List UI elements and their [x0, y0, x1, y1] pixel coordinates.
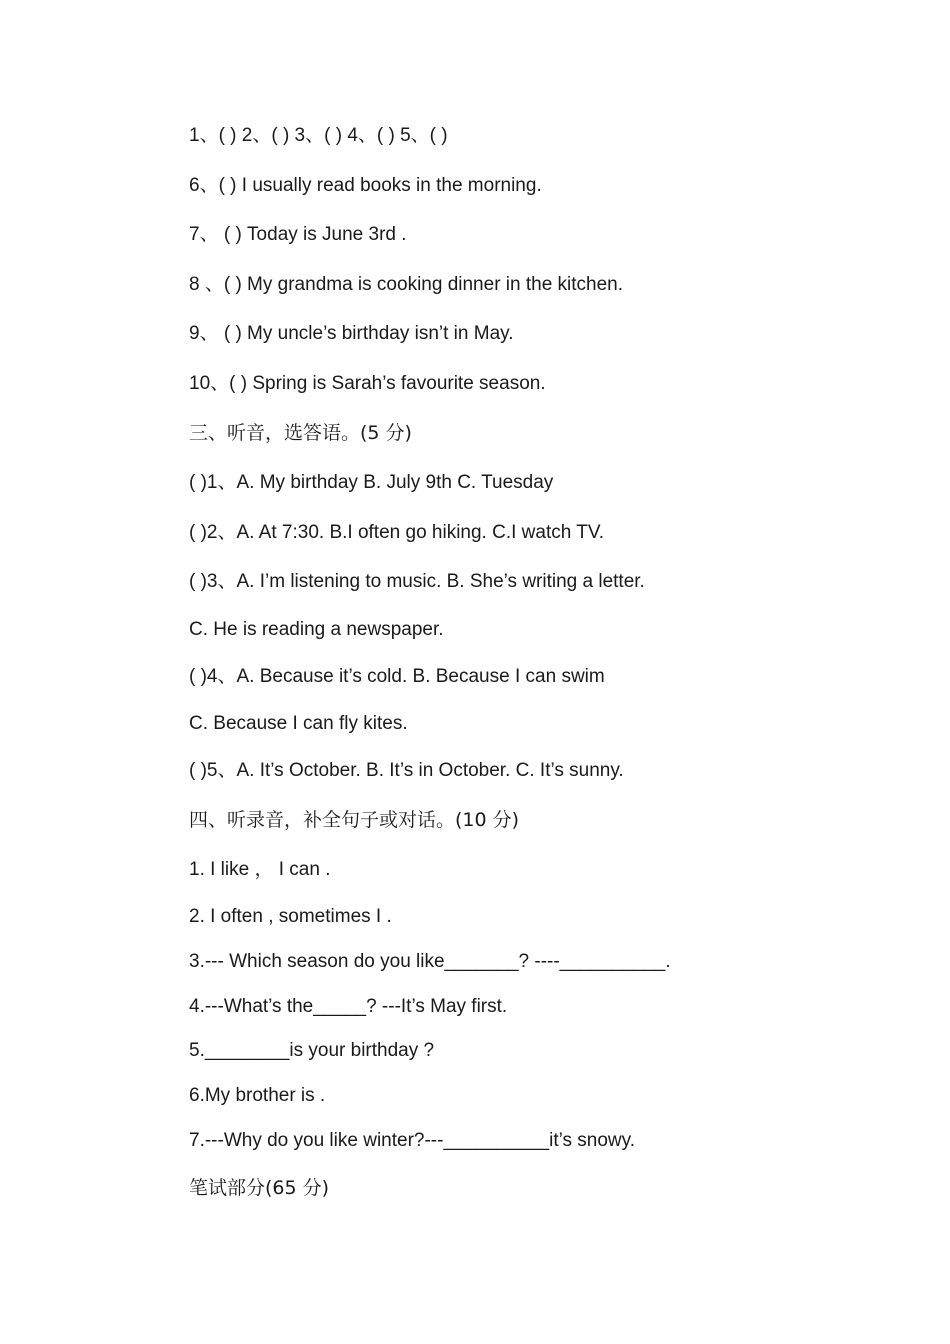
question-4-option-c: C. Because I can fly kites. [189, 713, 408, 734]
question-1: ( )1、A. My birthday B. July 9th C. Tuesday [189, 472, 554, 493]
question-2: ( )2、A. At 7:30. B.I often go hiking. C.I watch TV. [189, 522, 605, 543]
section-3-heading: 三、听音，选答语。(5 分) [189, 422, 412, 444]
section-4-heading: 四、听录音，补全句子或对话。(10 分) [189, 809, 520, 831]
fill-3: 3.--- Which season do you like_______? ----__________. [189, 951, 671, 972]
question-3: ( )3、A. I’m listening to music. B. She’s writing a letter. [189, 571, 645, 592]
item-6: 6、( ) I usually read books in the morning. [189, 175, 542, 196]
question-5: ( )5、A. It’s October. B. It’s in October. C. It’s sunny. [189, 760, 624, 781]
question-3-option-c: C. He is reading a newspaper. [189, 619, 444, 640]
item-8: 8 、( ) My grandma is cooking dinner in the kitchen. [189, 274, 624, 295]
item-9: 9、 ( ) My uncle’s birthday isn’t in May. [189, 323, 514, 344]
fill-6: 6.My brother is . [189, 1085, 326, 1106]
item-7: 7、 ( ) Today is June 3rd . [189, 224, 407, 245]
listening-answer-blanks-1-5: 1、( ) 2、( ) 3、( ) 4、( ) 5、( ) [189, 125, 448, 146]
written-part-heading: 笔试部分(65 分) [189, 1177, 330, 1199]
fill-4: 4.---What’s the_____? ---It’s May first. [189, 996, 508, 1017]
item-10: 10、( ) Spring is Sarah’s favourite season. [189, 373, 546, 394]
question-4: ( )4、A. Because it’s cold. B. Because I can swim [189, 666, 605, 687]
fill-2: 2. I often , sometimes I . [189, 906, 392, 927]
fill-7: 7.---Why do you like winter?---__________it’s snowy. [189, 1130, 635, 1151]
fill-5: 5.________is your birthday ? [189, 1040, 435, 1061]
fill-1: 1. I like ， I can . [189, 859, 331, 880]
